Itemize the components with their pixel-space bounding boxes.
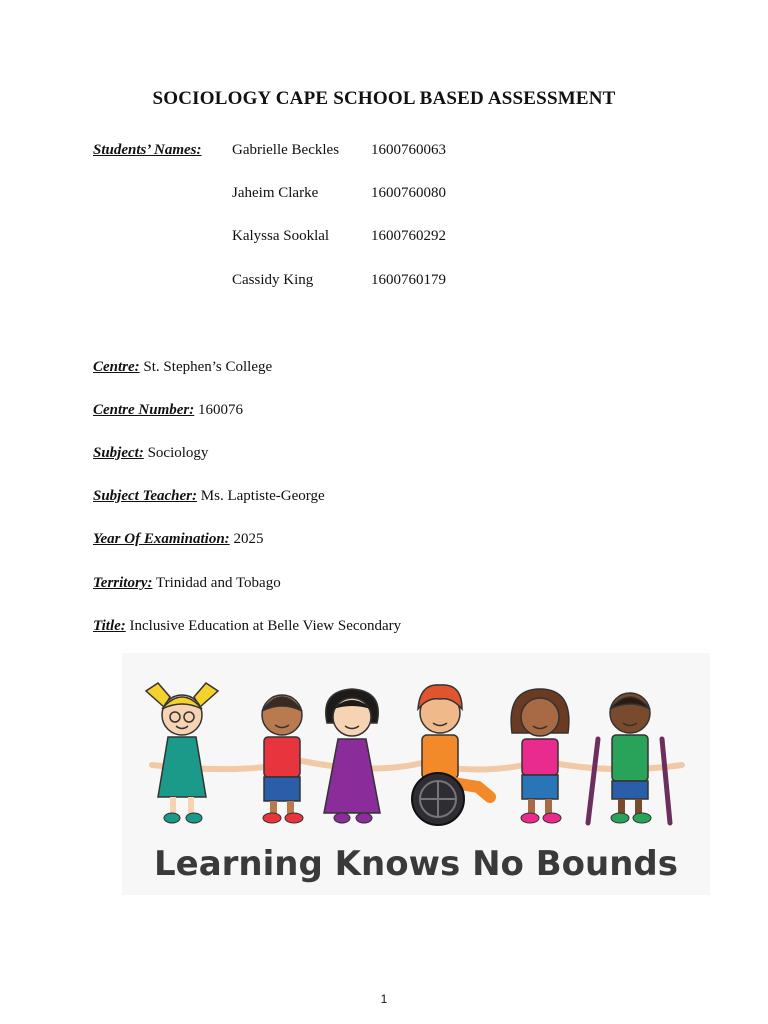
student-row bbox=[232, 142, 532, 162]
document-title: SOCIOLOGY CAPE SCHOOL BASED ASSESSMENT bbox=[152, 88, 616, 109]
student-id: 1600760292 bbox=[371, 228, 446, 244]
student-row bbox=[232, 185, 532, 205]
field-value: St. Stephen’s College bbox=[139, 359, 273, 375]
field-value: Trinidad and Tobago bbox=[152, 575, 281, 591]
student-name: Gabrielle Beckles bbox=[232, 142, 340, 158]
student-id: 1600760179 bbox=[371, 272, 446, 288]
field-label: Subject Teacher: bbox=[93, 488, 198, 504]
student-name: Jaheim Clarke bbox=[232, 185, 319, 201]
illustration-caption: Learning Knows No Bounds bbox=[154, 844, 678, 884]
student-name: Cassidy King bbox=[232, 272, 314, 288]
student-name: Kalyssa Sooklal bbox=[232, 228, 330, 244]
field-label: Year Of Examination: bbox=[93, 531, 230, 547]
field-value: 160076 bbox=[194, 402, 243, 418]
field-centre-number bbox=[93, 402, 243, 419]
field-year-of-examination bbox=[93, 531, 263, 548]
page-number: 1 bbox=[380, 992, 388, 1006]
inclusive-children-illustration bbox=[122, 653, 710, 895]
field-territory bbox=[93, 575, 281, 592]
field-label: Title: bbox=[93, 618, 126, 634]
field-label: Subject: bbox=[93, 445, 144, 461]
field-centre bbox=[93, 359, 272, 376]
students-label: Students’ Names: bbox=[93, 142, 202, 158]
student-row bbox=[232, 228, 532, 248]
student-id: 1600760063 bbox=[371, 142, 446, 158]
field-value: Inclusive Education at Belle View Secondary bbox=[125, 618, 402, 634]
field-label: Centre: bbox=[93, 359, 140, 375]
field-title bbox=[93, 618, 401, 635]
field-subject bbox=[93, 445, 208, 462]
field-value: 2025 bbox=[229, 531, 264, 547]
field-value: Sociology bbox=[143, 445, 209, 461]
student-row bbox=[232, 272, 532, 292]
student-id: 1600760080 bbox=[371, 185, 446, 201]
field-label: Centre Number: bbox=[93, 402, 195, 418]
field-value: Ms. Laptiste-George bbox=[197, 488, 325, 504]
field-label: Territory: bbox=[93, 575, 153, 591]
field-subject-teacher bbox=[93, 488, 325, 505]
